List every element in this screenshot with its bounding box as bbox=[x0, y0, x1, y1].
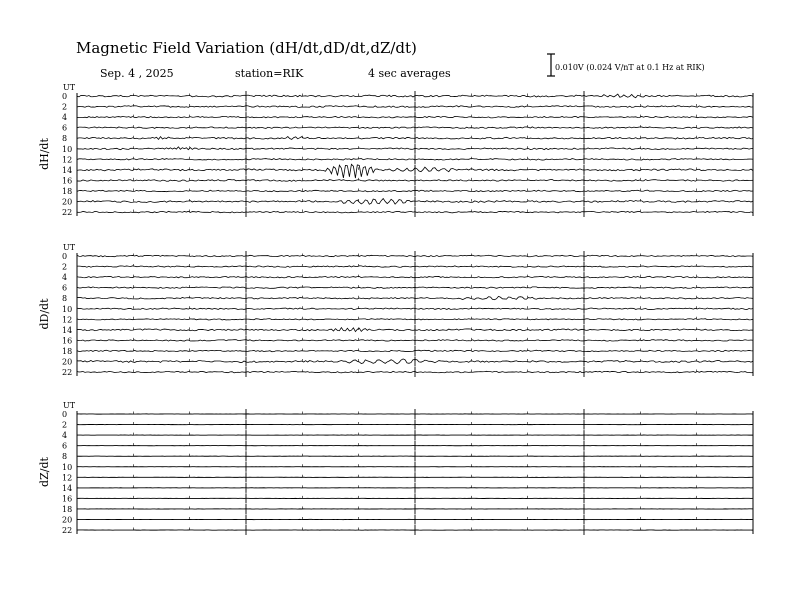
row-label: 18 bbox=[62, 504, 73, 514]
row-label: 20 bbox=[62, 197, 73, 207]
panel-dD-dt bbox=[38, 243, 753, 377]
y-axis-label: dH/dt bbox=[38, 138, 51, 170]
row-label: 14 bbox=[62, 325, 73, 335]
date-label: Sep. 4 , 2025 bbox=[100, 67, 174, 80]
panels bbox=[38, 83, 753, 535]
row-label: 2 bbox=[62, 102, 68, 112]
row-label: 16 bbox=[62, 176, 73, 186]
row-label: 18 bbox=[62, 346, 73, 356]
panel-dH-dt bbox=[38, 83, 753, 217]
chart-title: Magnetic Field Variation (dH/dt,dD/dt,dZ/dt) bbox=[76, 39, 417, 57]
station-label: station=RIK bbox=[235, 67, 304, 80]
row-label: 0 bbox=[62, 92, 68, 101]
row-label: 12 bbox=[62, 315, 73, 325]
trace-ticks bbox=[133, 144, 696, 154]
trace-ticks bbox=[133, 197, 696, 207]
row-label: 4 bbox=[62, 273, 68, 283]
panel-dZ-dt bbox=[38, 401, 753, 535]
row-label: 6 bbox=[62, 283, 68, 293]
trace-ticks bbox=[133, 165, 696, 175]
row-label: 10 bbox=[62, 144, 73, 154]
row-label: 12 bbox=[62, 473, 73, 483]
row-label: 22 bbox=[62, 208, 73, 218]
row-label: 16 bbox=[62, 494, 73, 504]
ut-label: UT bbox=[63, 83, 76, 92]
trace-ticks bbox=[133, 357, 696, 367]
ut-label: UT bbox=[63, 243, 76, 252]
row-label: 6 bbox=[62, 441, 68, 451]
row-label: 0 bbox=[62, 410, 68, 419]
row-label: 8 bbox=[62, 134, 68, 144]
row-label: 0 bbox=[62, 252, 68, 261]
row-label: 10 bbox=[62, 462, 73, 472]
row-label: 22 bbox=[62, 368, 73, 378]
trace-ticks bbox=[133, 175, 696, 185]
row-label: 20 bbox=[62, 515, 73, 525]
row-label: 14 bbox=[62, 483, 73, 493]
row-label: 4 bbox=[62, 431, 68, 441]
scale-label: 0.010V (0.024 V/nT at 0.1 Hz at RIK) bbox=[555, 63, 705, 72]
row-label: 2 bbox=[62, 262, 68, 272]
row-label: 8 bbox=[62, 452, 68, 462]
row-label: 20 bbox=[62, 357, 73, 367]
row-label: 22 bbox=[62, 526, 73, 536]
trace-ticks bbox=[133, 335, 696, 345]
row-label: 2 bbox=[62, 420, 68, 430]
ut-label: UT bbox=[63, 401, 76, 410]
row-label: 4 bbox=[62, 113, 68, 123]
row-label: 8 bbox=[62, 294, 68, 304]
row-label: 10 bbox=[62, 304, 73, 314]
y-axis-label: dD/dt bbox=[38, 298, 51, 330]
averaging-label: 4 sec averages bbox=[368, 67, 451, 80]
scale-bar bbox=[547, 54, 555, 76]
row-label: 14 bbox=[62, 165, 73, 175]
row-label: 18 bbox=[62, 186, 73, 196]
row-label: 16 bbox=[62, 336, 73, 346]
row-label: 12 bbox=[62, 155, 73, 165]
y-axis-label: dZ/dt bbox=[38, 457, 51, 487]
row-label: 6 bbox=[62, 123, 68, 133]
